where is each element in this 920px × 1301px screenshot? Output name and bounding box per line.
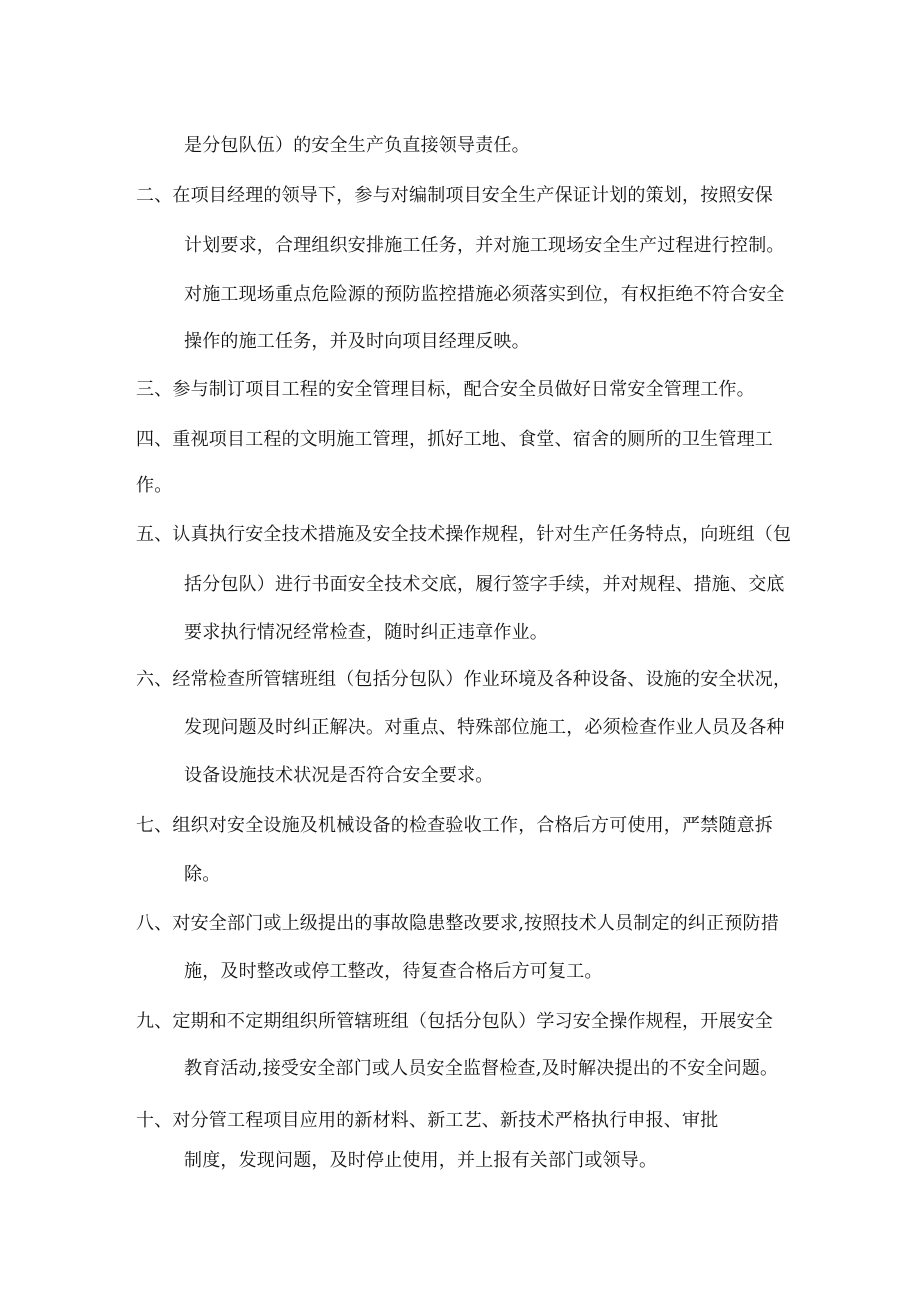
text-line: 制度，发现问题，及时停止使用，并上报有关部门或领导。 <box>184 1150 658 1171</box>
text-line: 七、组织对安全设施及机械设备的检查验收工作，合格后方可使用，严禁随意拆 <box>136 815 773 836</box>
text-line: 二、在项目经理的领导下，参与对编制项目安全生产保证计划的策划，按照安保 <box>136 185 773 206</box>
text-line: 是分包队伍）的安全生产负直接领导责任。 <box>184 135 530 156</box>
text-line: 四、重视项目工程的文明施工管理，抓好工地、食堂、宿舍的厕所的卫生管理工 <box>136 429 773 450</box>
text-line: 十、对分管工程项目应用的新材料、新工艺、新技术严格执行申报、审批 <box>136 1110 719 1131</box>
text-line: 对施工现场重点危险源的预防监控措施必须落实到位，有权拒绝不符合安全 <box>184 284 785 305</box>
text-line: 作。 <box>136 475 173 496</box>
text-line: 设备设施技术状况是否符合安全要求。 <box>184 765 494 786</box>
text-line: 八、对安全部门或上级提出的事故隐患整改要求,按照技术人员制定的纠正预防措 <box>136 913 779 934</box>
text-line: 要求执行情况经常检查，随时纠正违章作业。 <box>184 622 548 643</box>
text-line: 五、认真执行安全技术措施及安全技术操作规程，针对生产任务特点，向班组（包 <box>136 524 792 545</box>
text-line: 括分包队）进行书面安全技术交底，履行签字手续，并对规程、措施、交底 <box>184 574 785 595</box>
text-line: 操作的施工任务，并及时向项目经理反映。 <box>184 331 530 352</box>
text-line: 九、定期和不定期组织所管辖班组（包括分包队）学习安全操作规程，开展安全 <box>136 1011 773 1032</box>
text-line: 发现问题及时纠正解决。对重点、特殊部位施工，必须检查作业人员及各种 <box>184 717 785 738</box>
text-line: 施，及时整改或停工整改，待复查合格后方可复工。 <box>184 961 603 982</box>
text-line: 计划要求，合理组织安排施工任务，并对施工现场安全生产过程进行控制。 <box>184 235 785 256</box>
text-line: 三、参与制订项目工程的安全管理目标，配合安全员做好日常安全管理工作。 <box>136 379 755 400</box>
text-line: 除。 <box>184 864 221 885</box>
text-line: 教育活动,接受安全部门或人员安全监督检查,及时解决提出的不安全问题。 <box>184 1058 779 1079</box>
text-line: 六、经常检查所管辖班组（包括分包队）作业环境及各种设备、设施的安全状况， <box>136 669 792 690</box>
